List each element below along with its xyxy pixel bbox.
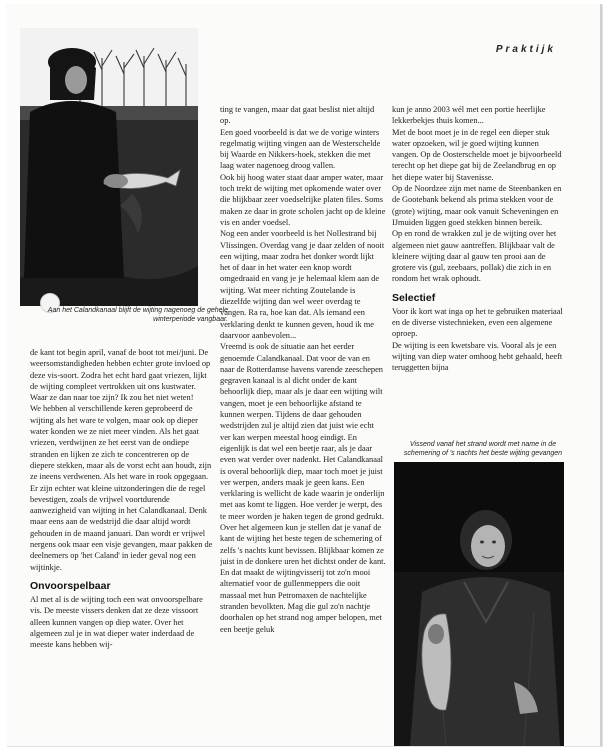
paragraph: Er zijn echter wat kleine uitzonderingen die de regel bevestigen, zoals de vrijwel voortdurende aanwezigheid van wijting in het Calandkanaal. Denk maar eens aan de wedstrijd die daar altijd wordt gehouden in de maand januari. Dan wordt er vrijwel nergens ook maar een visje gevangen, maar pakken de deelnemers op 'het Caland' in ieder geval nog een wijtinkje. xyxy=(30,483,213,572)
paragraph: Nog een ander voorbeeld is het Nollestrand bij Vlissingen. Overdag vang je daar zelden of nooit een wijting, maar zodra het donker wordt lijkt het of daar in het water een knop wordt omgedraaid en vang je je helemaal klem aan de wijting. Wat meer richting Zoutelande is diezelfde wijting dan wel weer overdag te vangen. Ra ra, hoe kan dat. Als iemand een verklaring denkt te kunnen geven, houd ik me daarvoor aanbevolen... xyxy=(220,229,385,340)
paragraph: Over het algemeen kun je stellen dat je vanaf de kant de wijting het beste tegen de schemering of zelfs 's nachts kunt bevissen. Blijkbaar komen ze juist in de donkere uren het dichtst onder de kant. En dat maakt de wijtingvisserij tot zo'n mooi alternatief voor de gullenmeppers die ooit massaal met hun Petromaxen de nachtelijke stranden bevolkten. Mag die gul zo'n nachtje doorhalen op het strand nog amper belopen, met een beetje geluk xyxy=(220,522,386,634)
photo-angler-night xyxy=(394,462,564,746)
paragraph: kun je anno 2003 wél met een portie heerlijke lekkerbekjes thuis komen... xyxy=(392,105,546,126)
paragraph: de kant tot begin april, vanaf de boot tot mei/juni. De weersomstandigheden hebben echter grote invloed op deze vis-soort. Zodra het echt hard gaat vriezen, lijkt de wijting compleet vertrokken uit ons kustwater. Waar ze dan naar toe zijn? Ik zou het niet weten! xyxy=(30,348,211,403)
paragraph: Voor ik kort wat inga op het te gebruiken materiaal en de diverse vistechnieken, even een algemene oproep. xyxy=(392,306,563,339)
paragraph: We hebben al verschillende keren geprobeerd de wijting als het ware te volgen, maar ook op dieper water konden we ze niet meer vinden. Als het gaat vriezen, verdwijnen ze het eerst van de ondiepe stranden en lijken ze zich te concentreren op de diepere stekken, maar als de vorst echt aan houdt, zijn ze ineens verdwenen. Als het ware in rook opgegaan. xyxy=(30,404,212,482)
paragraph: Een goed voorbeeld is dat we de vorige winters regelmatig wijting vingen aan de Westerschelde bij Waarde en Nikkers-hoek, stekken die met laag water nagenoeg droog vallen. xyxy=(220,127,381,171)
magazine-page xyxy=(6,4,602,746)
subheading-onvoorspelbaar: Onvoorspelbaar xyxy=(30,579,111,592)
paragraph: Op en rond de wrakken zul je de wijting over het algemeen niet gauw aantreffen. Blijkbaar valt de kleinere wijting daar al gauw ten prooi aan de grotere vis (gul, zeebaars, pollak) die zich in en rondom het wrak ophoudt. xyxy=(392,229,557,284)
text-column-middle xyxy=(220,104,386,746)
caption-top-photo: Aan het Calandkanaal blijft de wijting nagenoeg de gehele winterperiode vangbaar. xyxy=(47,307,228,323)
text-column-left xyxy=(30,347,214,746)
paragraph: Vreemd is ook de situatie aan het eerder genoemde Calandkanaal. Dat voor de van en naar de Rotterdamse havens varende zeeschepen gegraven kanaal is al dicht onder de kant behoorlijk diep, maar als je daar een wijting wilt vangen, moet je een behoorlijke afstand te kunnen werpen. Tijdens de daar gehouden wedstrijden zul je altijd zien dat juist wie echt ver kan werpen meestal hoog eindigt. En eigenlijk is dat wel een beetje raar, als je daar even wat verder over nadenkt. Het Calandkanaal is overal behoorlijk diep, maar toch moet je juist ver werpen, anders maak je geen kans. Een verklaring is wellicht de kade waarin je onderlijn met aas komt te liggen. Hoe verder je werpt, des te meer worden je haken tegen de grond gedrukt. xyxy=(220,342,385,521)
paragraph: Met de boot moet je in de regel een dieper stuk water opzoeken, wil je goed wijting kunnen vangen. Op de Oosterschelde moet je bijvoorbeeld terecht op het diepe gat bij de Zeelandbrug en op het diepe water bij Stavenisse. xyxy=(392,127,562,182)
paragraph: Op de Noordzee zijn met name de Steenbanken en de Gootebank bekend als prima stekken voor de (grote) wijting, maar ook vanuit Scheveningen en IJmuiden liggen goed stekken binnen bereik. xyxy=(392,184,562,227)
photo-angler-night-image xyxy=(394,462,564,746)
paragraph: Al met al is de wijting toch een wat onvoorspelbare vis. De meeste vissers denken dat ze deze vissoort alleen kunnen vangen op diep water. Over het algemeen zul je in wat dieper water inderdaad de meeste kans hebben wij- xyxy=(30,594,203,650)
photo-angler-field-image xyxy=(20,28,198,306)
text-column-right xyxy=(392,104,564,434)
photo-angler-field xyxy=(20,28,198,306)
caption-bottom-photo: Vissend vanaf het strand wordt met name in de schemering of 's nachts het beste wijting gevangen xyxy=(403,441,563,457)
paragraph: ting te vangen, maar dat gaat beslist niet altijd op. xyxy=(220,105,375,126)
paragraph: Ook bij hoog water staat daar amper water, maar toch trekt de wijting met opkomende water over die blijkbaar zeer voedselrijke platen files. Soms maken ze daar in grote scholen jacht op de kleine vis en ander voedsel. xyxy=(220,172,386,227)
subheading-selectief: Selectief xyxy=(392,291,436,304)
paragraph: De wijting is een kwetsbare vis. Vooral als je een wijting van diep water omhoog hebt gehaald, heeft teruggetten bijna xyxy=(392,340,563,373)
section-label: Praktijk xyxy=(495,44,556,55)
